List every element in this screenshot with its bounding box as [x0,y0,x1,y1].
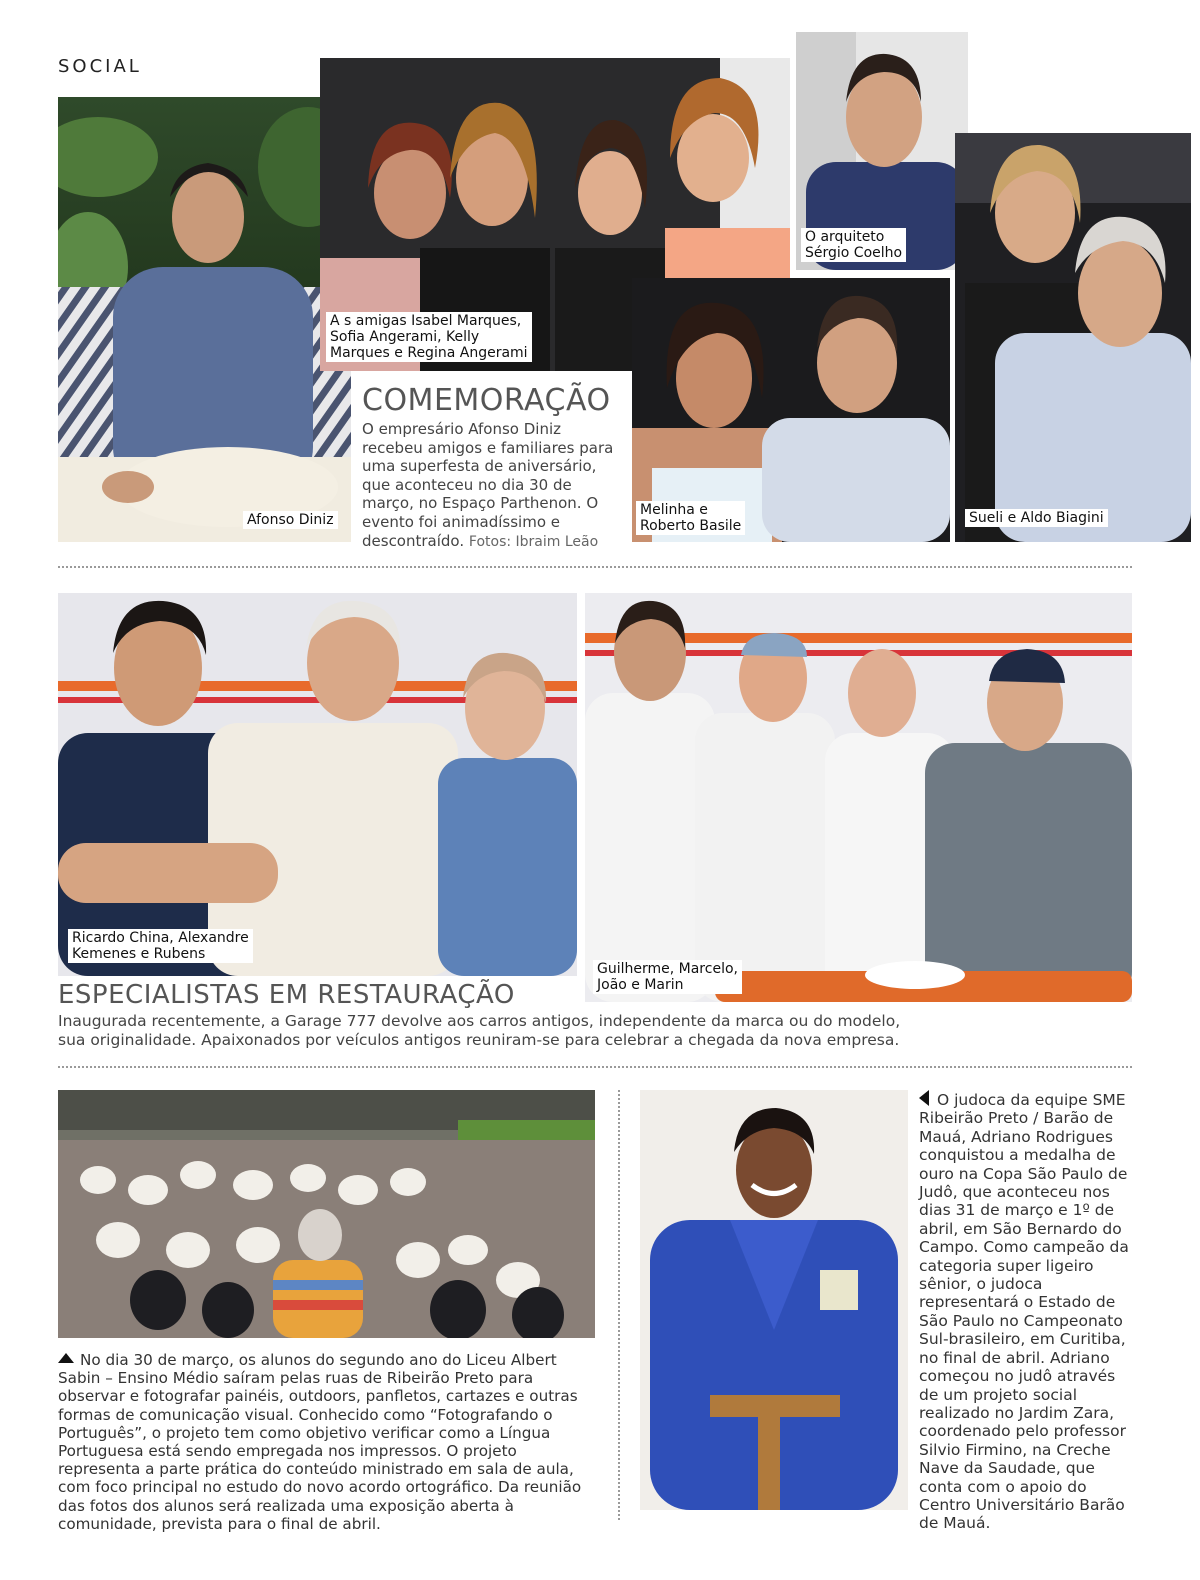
caption-melinha-line-2: Roberto Basile [640,518,742,534]
liceu-text: No dia 30 de março, os alunos do segundo ano do Liceu Albert Sabin – Ensino Médio saíram pelas ruas de Ribeirão Preto para observar e fotografar painéis, outdoors, panfletos, cartazes e outras formas de comunicação visual. Conhecido como “Fotografando o Português”, o projeto tem como objetivo verificar como a Língua Portuguesa está sendo empregada nos impressos. O projeto representa a parte prática do conteúdo ministrado em sala de aula, com foco principal no estudo do novo acordo ortográfico. Da reunião das fotos dos alunos será realizada uma exposição aberta à comunidade, prevista para o final de abril. [58,1351,582,1533]
arrow-up-icon [58,1353,74,1363]
liceu-body [58,1351,595,1533]
photo-judoca [640,1090,908,1510]
comemoracao-credit: Fotos: Ibraim Leão [468,533,599,550]
separator-top [58,566,1132,568]
caption-garage-left [68,929,253,963]
sueli-aldo-illustration [955,133,1191,542]
caption-melinha [636,501,745,535]
caption-garage-right-line-2: João e Marin [597,977,684,993]
liceu-students-illustration [58,1090,595,1338]
photo-garage-left [58,593,577,976]
restauracao-title: ESPECIALISTAS EM RESTAURAÇÃO [56,980,521,1010]
caption-sueli: Sueli e Aldo Biagini [965,509,1108,527]
comemoracao-body [362,420,624,551]
caption-sergio-line-1: O arquiteto [805,229,885,245]
caption-amigas [326,312,532,362]
photo-garage-right [585,593,1132,1002]
separator-middle [58,1066,1132,1068]
arrow-left-icon [919,1090,929,1106]
photo-sueli-aldo [955,133,1191,542]
afonso-diniz-illustration [58,97,351,542]
judoca-body [919,1090,1135,1533]
caption-amigas-line-3: Marques e Regina Angerami [330,345,528,361]
judoca-illustration [640,1090,908,1510]
caption-garage-right [593,960,742,994]
caption-sergio-line-2: Sérgio Coelho [805,245,903,261]
caption-garage-left-line-2: Kemenes e Rubens [72,946,206,962]
garage-left-illustration [58,593,577,976]
comemoracao-text: O empresário Afonso Diniz recebeu amigos e familiares para uma superfesta de aniversário, que aconteceu no dia 30 de março, no Espaço Parthenon. O evento foi animadíssimo e descontraído. [362,420,614,550]
comemoracao-title: COMEMORAÇÃO [358,384,615,418]
restauracao-body: Inaugurada recentemente, a Garage 777 devolve aos carros antigos, independente da marca ou do modelo, sua originalidade. Apaixonados por veículos antigos reuniram-se para celebrar a chegada da nova empresa. [58,1012,901,1049]
caption-garage-right-line-1: Guilherme, Marcelo, [597,961,738,977]
caption-melinha-line-1: Melinha e [640,502,708,518]
caption-garage-left-line-1: Ricardo China, Alexandre [72,930,249,946]
caption-afonso: Afonso Diniz [243,511,338,529]
caption-sergio [801,228,906,262]
caption-amigas-line-1: A s amigas Isabel Marques, [330,313,522,329]
garage-right-illustration [585,593,1132,1002]
photo-liceu-students [58,1090,595,1338]
section-label: SOCIAL [58,56,142,77]
separator-vertical [618,1090,620,1520]
caption-amigas-line-2: Sofia Angerami, Kelly [330,329,480,345]
judoca-text: O judoca da equipe SME Ribeirão Preto / Barão de Mauá, Adriano Rodrigues conquistou a medalha de ouro na Copa São Paulo de Judô, que aconteceu nos dias 31 de março e 1º de abril, em São Bernardo do Campo. Como campeão da categoria super ligeiro sênior, o judoca representará o Estado de São Paulo no Campeonato Sul-brasileiro, em Curitiba, no final de abril. Adriano começou no judô através de um projeto social realizado no Jardim Zara, coordenado pelo professor Silvio Firmino, na Creche Nave da Saudade, que conta com o apoio do Centro Universitário Barão de Mauá. [919,1091,1129,1533]
photo-afonso-diniz [58,97,351,542]
